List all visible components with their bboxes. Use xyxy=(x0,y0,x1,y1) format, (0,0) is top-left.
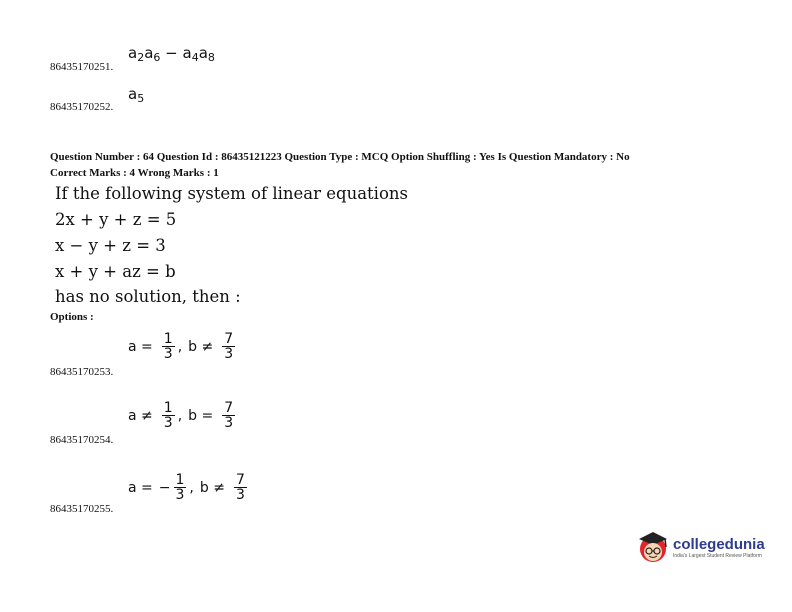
equation-1: 2x + y + z = 5 xyxy=(55,210,177,229)
option-id-252: 86435170252. xyxy=(50,101,114,113)
a-relation: a ≠ xyxy=(128,408,153,424)
collegedunia-logo[interactable] xyxy=(636,529,765,565)
option-255-choice[interactable]: a = − $\frac{1}{3}$ , b ≠ $\frac{7}{3}$ xyxy=(128,472,245,503)
question-tail: has no solution, then : xyxy=(55,287,241,306)
a-fraction: $\frac{1}{3}$ xyxy=(163,400,173,431)
question-meta-line: Question Number : 64 Question Id : 86435121223 Question Type : MCQ Option Shuffling : Yes Is Question Mandatory : No xyxy=(50,151,630,163)
a-sign: − xyxy=(158,480,171,496)
b-relation: b ≠ xyxy=(199,480,225,496)
logo-tagline: India's Largest Student Review Platform xyxy=(673,552,762,559)
a-relation: a = xyxy=(128,339,153,355)
option-id-255: 86435170255. xyxy=(50,503,114,515)
b-relation: b = xyxy=(188,408,214,424)
graduate-mascot-icon xyxy=(636,529,670,565)
marks-line: Correct Marks : 4 Wrong Marks : 1 xyxy=(50,167,219,179)
b-fraction: $\frac{7}{3}$ xyxy=(235,472,245,503)
option-id-254: 86435170254. xyxy=(50,434,114,446)
equation-2: x − y + z = 3 xyxy=(55,236,166,255)
b-fraction: $\frac{7}{3}$ xyxy=(224,400,234,431)
b-fraction: $\frac{7}{3}$ xyxy=(224,331,234,362)
option-expression-251: $a_2a_6 - a_4a_8$ xyxy=(128,44,215,64)
a-fraction: $\frac{1}{3}$ xyxy=(163,331,173,362)
question-lead: If the following system of linear equations xyxy=(55,184,408,203)
options-label: Options : xyxy=(50,311,94,323)
option-id-253: 86435170253. xyxy=(50,366,114,378)
a-relation: a = xyxy=(128,480,153,496)
option-id-251: 86435170251. xyxy=(50,61,114,73)
option-expression-252: $a_5$ xyxy=(128,85,145,105)
equation-3: x + y + az = b xyxy=(55,262,176,281)
b-relation: b ≠ xyxy=(188,339,214,355)
logo-wordmark: collegedunia xyxy=(673,535,765,553)
option-253-choice[interactable]: a = $\frac{1}{3}$ , b ≠ $\frac{7}{3}$ xyxy=(128,331,234,362)
option-254-choice[interactable]: a ≠ $\frac{1}{3}$ , b = $\frac{7}{3}$ xyxy=(128,400,234,431)
a-fraction: $\frac{1}{3}$ xyxy=(175,472,185,503)
